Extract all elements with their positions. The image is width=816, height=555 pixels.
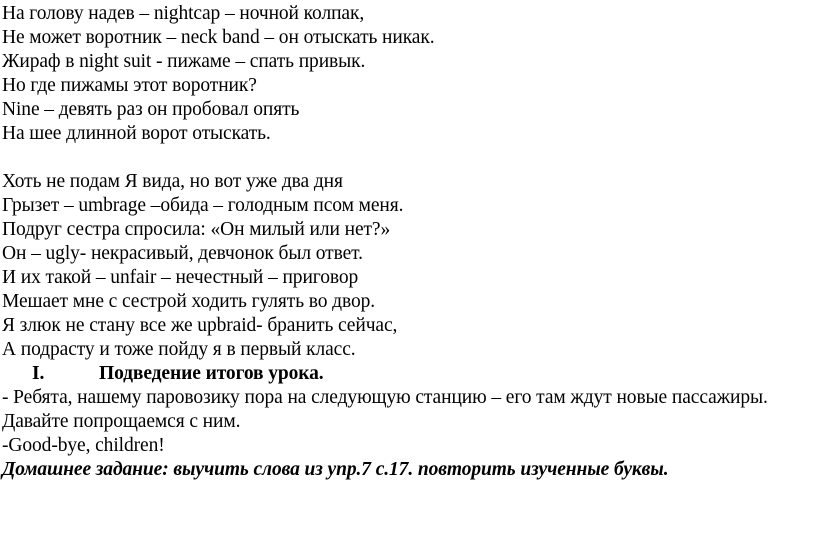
poem-line: А подрасту и тоже пойду я в первый класс.: [2, 339, 356, 360]
poem-line: Подруг сестра спросила: «Он милый или нет?»: [2, 219, 391, 240]
poem-line: Не может воротник – neck band – он отыскать никак.: [2, 27, 435, 48]
poem-line: Но где пижамы этот воротник?: [2, 75, 257, 96]
section-number: I.: [32, 363, 45, 384]
poem-line: И их такой – unfair – нечестный – приговор: [2, 267, 359, 288]
poem-line: Я злюк не стану все же upbraid- бранить сейчас,: [2, 315, 398, 336]
poem-line: Грызет – umbrage –обида – голодным псом меня.: [2, 195, 404, 216]
poem-line: Мешает мне с сестрой ходить гулять во двор.: [2, 291, 376, 312]
closing-line: Давайте попрощаемся с ним.: [2, 411, 241, 432]
poem-line: На шее длинной ворот отыскать.: [2, 123, 271, 144]
poem-line: Жираф в night suit - пижаме – спать привык.: [2, 51, 366, 72]
poem-line: Он – ugly- некрасивый, девчонок был ответ.: [2, 243, 363, 264]
poem-line: Хоть не подам Я вида, но вот уже два дня: [2, 171, 343, 192]
poem-line: Nine – девять раз он пробовал опять: [2, 99, 300, 120]
poem-line: На голову надев – nightcap – ночной колпак,: [2, 3, 365, 24]
section-title: Подведение итогов урока.: [99, 363, 324, 384]
closing-line: - Ребята, нашему паровозику пора на следующую станцию – его там ждут новые пассажиры.: [2, 387, 768, 408]
closing-line: -Good-bye, children!: [2, 435, 165, 456]
homework-text: Домашнее задание: выучить слова из упр.7 с.17. повторить изученные буквы.: [2, 459, 669, 480]
